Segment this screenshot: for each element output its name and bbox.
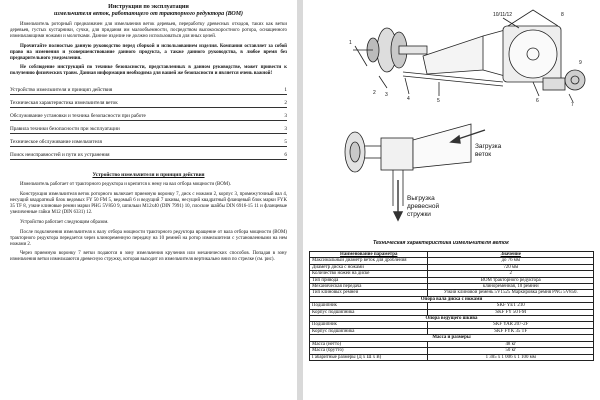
callout-9: 9 (579, 60, 582, 66)
toc-item-label: Техническая характеристика измельчителя веток (10, 100, 118, 107)
value-cell: 50 кг (428, 348, 594, 354)
toc-item[interactable] (10, 139, 287, 147)
body-paragraph-4: После подключения измельчителя к валу отбора мощности тракторного редуктора вращение от вала отбора мощности (ВОМ) тракторного редуктора передается через клиноременную передачу на 10 ремней на ротор измельчителя с установленными на нем ножами 2. (10, 229, 287, 247)
body-paragraph-5: Через приемную воронку 7 ветки подаются в зону измельчения кручения или механических способов. Попадая в зону измельчения ветки измельчаются древесную стружку, которая выходит из измельчителя вертикально вниз по стрелке (см. рис). (10, 251, 287, 263)
toc-item-page: 5 (284, 139, 287, 146)
callout-4: 4 (407, 96, 410, 102)
group-heading: Опора ведущего шкива (310, 316, 594, 322)
spec-table-title: Техническая характеристика измельчителя веток (373, 240, 509, 246)
value-cell: до 76 мм (428, 258, 594, 264)
toc-item[interactable] (10, 113, 287, 121)
table-row (310, 290, 594, 296)
output-label-line2: древесной (407, 203, 440, 210)
param-cell: Тип привода (310, 277, 428, 283)
body-paragraph-3: Устройство работает следующим образом. (20, 219, 109, 225)
value-cell: SKF FY 50 FM (428, 309, 594, 315)
value-cell: 1 305 х 1 006 х 1 100 мм (428, 354, 594, 360)
value-cell: 720 мм (428, 264, 594, 270)
param-cell: Подшипник (310, 303, 428, 309)
output-label-line3: стружки (407, 211, 431, 218)
section-title: Устройство измельчителя и принцип действия (92, 172, 205, 179)
callout-5: 5 (437, 98, 440, 104)
table-of-contents (10, 87, 287, 160)
body-paragraph-2: Конструкция измельчителя веток роторного включает приемную воронку 7, диск с ножами 2, корпус 3, промежуточный вал 4, несущий квадратный блок ведомых FY 50 FM 5, ведомый 6 и ведущий 7 шкивы, несущий квадратный фланцевый блок марки FYK 35 TF 8, узкие клиновые ремни марки PHG 5V850 9, шпильки M12x40 (DIN 7991) 10, плоские шайбы DIN 6916-15 11 и фланцевые увеличенные гайки M12 (DIN 6331) 12. (10, 192, 287, 215)
spec-table (309, 251, 594, 361)
toc-item[interactable] (10, 100, 287, 108)
intro-paragraph-2: Прочитайте полностью данную руководство перед сборкой и использованием изделия. Компания оставляет за собой право на изменения и усовершенствование данного продукта, а также данного руководства, в любое время без предварительного уведомления. (10, 43, 287, 61)
callout-3: 3 (385, 92, 388, 98)
param-cell: Подшипник (310, 322, 428, 328)
value-cell: SKF FYK 35 TF (428, 328, 594, 334)
value-cell: 48 кг (428, 341, 594, 347)
param-cell: Масса (нетто) (310, 341, 428, 347)
value-cell: клиноременная, 10 ремней (428, 284, 594, 290)
toc-item-page: 2 (284, 100, 287, 107)
callout-6: 6 (536, 98, 539, 104)
toc-item[interactable] (10, 152, 287, 160)
toc-item-page: 1 (284, 87, 287, 94)
toc-item[interactable] (10, 126, 287, 134)
toc-item-label: Обслуживание установки и техника безопасности при работе (10, 113, 146, 120)
column-header: Наименование параметра (310, 252, 428, 258)
toc-item-label: Устройство измельчителя и принцип действия (10, 87, 113, 94)
param-cell: Габаритные размеры (Д х Ш х В) (310, 354, 428, 360)
toc-item-page: 3 (284, 126, 287, 133)
body-paragraph-1: Измельчитель работает от тракторного редуктора и крепится к нему на вал отбора мощности (ВОМ). (20, 182, 231, 188)
callout-8: 8 (561, 12, 564, 18)
column-header: Значение (428, 252, 594, 258)
group-heading: Масса и размеры (310, 335, 594, 341)
value-cell: SKF YAR 207-2F (428, 322, 594, 328)
value-cell: 2 (428, 271, 594, 277)
param-cell: Тип клиновых ремней (310, 290, 428, 296)
callout-7: 7 (571, 102, 574, 108)
output-label-line1: Выгрузка (407, 195, 435, 202)
param-cell: Корпус подшипника (310, 309, 428, 315)
toc-item-label: Поиск неисправностей и пути их устранения (10, 152, 110, 159)
document-page-left (0, 0, 297, 400)
table-row (310, 354, 594, 360)
value-cell: ВОМ тракторного редуктора (428, 277, 594, 283)
load-label-line1: Загрузка (475, 143, 502, 150)
doc-title-line2: измельчителя веток, работающего от тракторного редуктора (ВОМ) (53, 11, 244, 17)
assembly-drawing (343, 6, 588, 108)
callout-10-11-12: 10/11/12 (493, 12, 513, 18)
doc-title-line1: Инструкция по эксплуатации (108, 4, 189, 10)
toc-item-page: 3 (284, 113, 287, 120)
param-cell: Максимальный диаметр веток для дробления (310, 258, 428, 264)
callout-1: 1 (349, 40, 352, 46)
param-cell: Корпус подшипника (310, 328, 428, 334)
param-cell: Механическая передача (310, 284, 428, 290)
param-cell: Количество ножей на диске (310, 271, 428, 277)
toc-item-label: Техническое обслуживание измельчителя (10, 139, 102, 146)
value-cell: SKF YET 210 (428, 303, 594, 309)
param-cell: Диаметр диска с ножами (310, 264, 428, 270)
group-heading: Опора вала диска с ножами (310, 296, 594, 302)
document-page-right (303, 0, 600, 400)
flow-drawing (333, 118, 533, 230)
toc-item[interactable] (10, 87, 287, 95)
load-label-line2: веток (475, 151, 492, 158)
value-cell: Узкий клиновой ремень 5V1525 Маркировка ремня PNG 5V850. (428, 290, 594, 296)
toc-item-page: 6 (284, 152, 287, 159)
callout-2: 2 (373, 90, 376, 96)
toc-item-label: Правила техники безопасности при эксплуатации (10, 126, 120, 133)
intro-paragraph-3: Не соблюдение инструкций по технике безопасности, представленных в данном руководстве, может привести к получению физических травм. Данная информация необходима для вашей же безопасности и является очень важной! (10, 65, 287, 77)
intro-paragraph-1: Измельчитель роторный предназначен для измельчения веток деревьев, переработку древесных отходов, таких как ветки деревьев, густых кустарники, сучки, для придания им малообъемности, посредством высокоскоростного ротора, оснащенного измельчающими ножами и молотками. Данное изделие не должно использоваться для иных целей. (10, 22, 287, 39)
param-cell: Масса (брутто) (310, 348, 428, 354)
